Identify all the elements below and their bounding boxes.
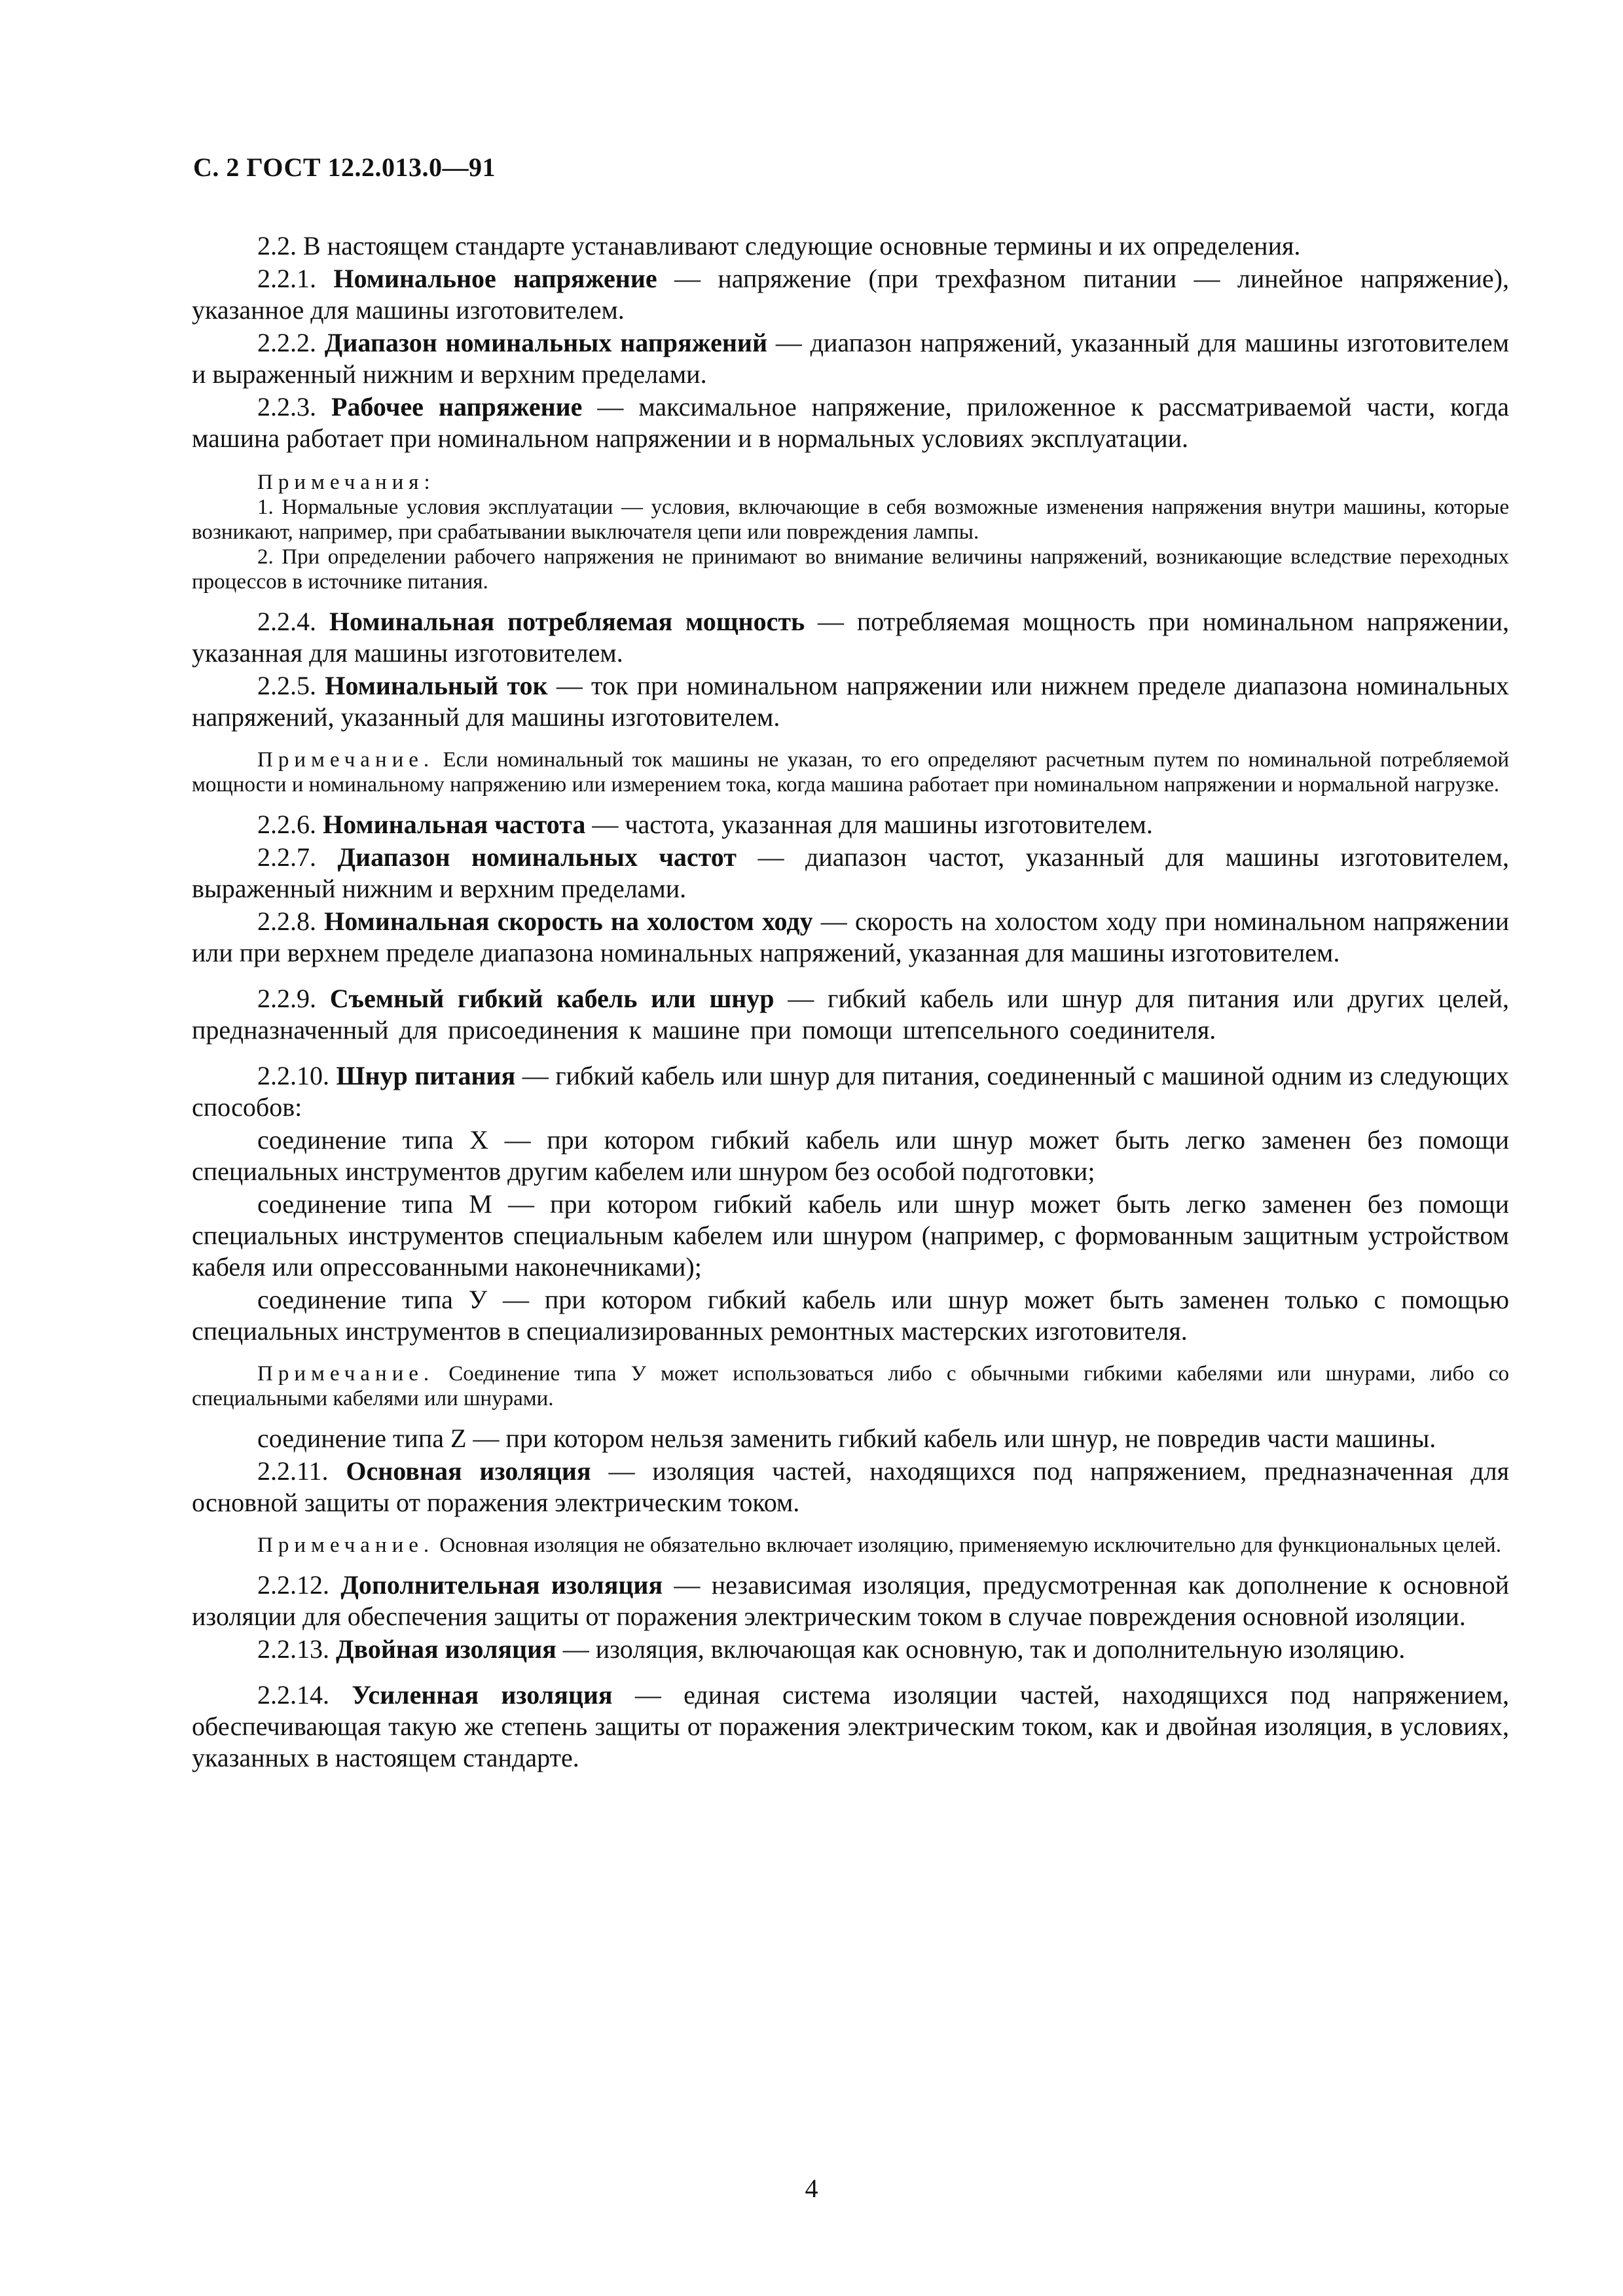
note-2: 2. При определении рабочего напряжения не принимают во внимание величины напряжений, возникающие вследствие переходных процессов в источнике питания.	[192, 545, 1509, 594]
note-current	[192, 747, 1509, 797]
definition: — максимальное напряжение, приложенное к рассматриваемой части, когда машина работает при номинальном напряжении и в нормальных условиях эксплуатации.	[192, 392, 1510, 453]
note-text: Если номинальный ток машины не указан, то его определяют расчетным путем по номинальной потребляемой мощности и номинальному напряжению или измерением тока, когда машина работает при номинальном напряжении и нормальной нагрузке.	[192, 748, 1509, 797]
connection-type-x: соединение типа X — при котором гибкий кабель или шнур может быть легко заменен без помощи специальных инструментов другим кабелем или шнуром без особой подготовки;	[192, 1125, 1509, 1186]
connection-type-z: соединение типа Z — при котором нельзя заменить гибкий кабель или шнур, не повредив части машины.	[257, 1424, 1436, 1453]
definition: — гибкий кабель или шнур для питания или других целей, предназначенный для присоединения к машине при помощи штепсельного соединителя.	[192, 984, 1510, 1045]
note-basic-insulation	[192, 1533, 1509, 1558]
definition: — частота, указанная для машины изготовителем.	[585, 810, 1153, 839]
note-text: Соединение типа У может использоваться либо с обычными гибкими кабелями или шнурами, либо со специальными кабелями или шнурами.	[192, 1362, 1509, 1410]
clause-number: 2.2.8.	[257, 906, 325, 936]
paragraph-2-2-7	[192, 842, 1509, 905]
clause-number: 2.2.9.	[257, 984, 330, 1013]
paragraph-2-2-8	[192, 906, 1509, 969]
paragraph-2-2-6	[192, 809, 1509, 840]
clause-number: 2.2.12.	[257, 1570, 341, 1600]
note-label: Примечание.	[257, 1362, 435, 1386]
paragraph-2-2-10	[192, 1060, 1509, 1123]
page-header: С. 2 ГОСТ 12.2.013.0—91	[193, 152, 496, 182]
term: Съемный гибкий кабель или шнур	[329, 984, 775, 1013]
paragraph-2-2-1	[192, 263, 1509, 326]
clause-number: 2.2.1.	[257, 264, 334, 293]
note-label: Примечание.	[257, 1534, 435, 1557]
term: Номинальная скорость на холостом ходу	[324, 906, 813, 936]
paragraph-2-2-14	[192, 1679, 1509, 1774]
term: Шнур питания	[336, 1061, 516, 1090]
term: Рабочее напряжение	[331, 392, 583, 422]
paragraph-2-2: 2.2. В настоящем стандарте устанавливают следующие основные термины и их определения.	[257, 231, 1301, 260]
definition: — скорость на холостом ходу при номинальном напряжении или при верхнем пределе диапазона номинальных напряжений, указанная для машины изготовителем.	[192, 906, 1509, 967]
definition: — ток при номинальном напряжении или нижнем пределе диапазона номинальных напряжений, указанный для машины изготовителем.	[192, 671, 1509, 732]
clause-number: 2.2.14.	[257, 1680, 352, 1710]
definition: — изоляция, включающая как основную, так и дополнительную изоляцию.	[556, 1634, 1406, 1664]
term: Двойная изоляция	[336, 1634, 556, 1664]
term: Номинальная потребляемая мощность	[329, 607, 805, 636]
note-1: 1. Нормальные условия эксплуатации — условия, включающие в себя возможные изменения напряжения внутри машины, которые возникают, например, при срабатывании выключателя цепи или повреждения лампы.	[192, 495, 1509, 544]
paragraph-2-2-13	[192, 1634, 1509, 1665]
clause-number: 2.2.3.	[257, 392, 331, 422]
paragraph-2-2-3	[192, 391, 1509, 454]
clause-number: 2.2.7.	[257, 842, 338, 872]
clause-number: 2.2.5.	[257, 671, 325, 700]
clause-number: 2.2.13.	[257, 1634, 336, 1664]
note-text: Основная изоляция не обязательно включает изоляцию, применяемую исключительно для функциональных целей.	[434, 1534, 1501, 1557]
definition: — напряжение (при трехфазном питании — линейное напряжение), указанное для машины изготовителем.	[192, 264, 1510, 325]
term: Дополнительная изоляция	[340, 1570, 663, 1600]
definition: — диапазон частот, указанный для машины изготовителем, выраженный нижним и верхним пределами.	[192, 842, 1509, 903]
note-connection-y	[192, 1361, 1509, 1411]
paragraph-2-2-4	[192, 606, 1509, 669]
note-label: Примечание.	[257, 748, 435, 772]
clause-number: 2.2.4.	[257, 607, 329, 636]
notes-title: Примечания:	[257, 471, 435, 494]
page-number: 4	[805, 2174, 818, 2203]
paragraph-2-2-2	[192, 327, 1509, 390]
paragraph-2-2-12	[192, 1570, 1509, 1632]
definition: — диапазон напряжений, указанный для машины изготовителем и выраженный нижним и верхним пределами.	[192, 328, 1510, 389]
definition: — потребляемая мощность при номинальном напряжении, указанная для машины изготовителем.	[192, 607, 1510, 668]
definition: — гибкий кабель или шнур для питания, соединенный с машиной одним из следующих способов:	[192, 1061, 1510, 1122]
paragraph-2-2-11	[192, 1456, 1509, 1518]
term: Диапазон номинальных напряжений	[324, 328, 768, 357]
clause-number: 2.2.2.	[257, 328, 325, 357]
term: Номинальный ток	[325, 671, 548, 700]
connection-type-m: соединение типа M — при котором гибкий кабель или шнур может быть легко заменен без помощи специальных инструментов специальным кабелем или шнуром (например, с формованным защитным устройством кабеля или опрессованными наконечниками);	[192, 1189, 1509, 1282]
paragraph-2-2-9	[192, 983, 1509, 1046]
clause-number: 2.2.10.	[257, 1061, 337, 1090]
document-body	[192, 230, 1509, 1774]
clause-number: 2.2.6.	[257, 810, 323, 839]
paragraph-2-2-5	[192, 670, 1509, 733]
connection-type-y: соединение типа У — при котором гибкий кабель или шнур может быть заменен только с помощью специальных инструментов в специализированных ремонтных мастерских изготовителя.	[192, 1285, 1509, 1346]
term: Номинальная частота	[323, 810, 586, 839]
definition: — независимая изоляция, предусмотренная как дополнение к основной изоляции для обеспечения защиты от поражения электрическим током в случае повреждения основной изоляции.	[192, 1570, 1510, 1631]
definition: — изоляция частей, находящихся под напряжением, предназначенная для основной защиты от поражения электрическим током.	[192, 1456, 1510, 1517]
definition: — единая система изоляции частей, находящихся под напряжением, обеспечивающая такую же степень защиты от поражения электрическим током, как и двойная изоляция, в условиях, указанных в настоящем стандарте.	[192, 1680, 1509, 1772]
term: Номинальное напряжение	[333, 264, 657, 293]
term: Усиленная изоляция	[352, 1680, 613, 1710]
clause-number: 2.2.11.	[257, 1456, 346, 1486]
term: Основная изоляция	[346, 1456, 591, 1486]
term: Диапазон номинальных частот	[337, 842, 737, 872]
